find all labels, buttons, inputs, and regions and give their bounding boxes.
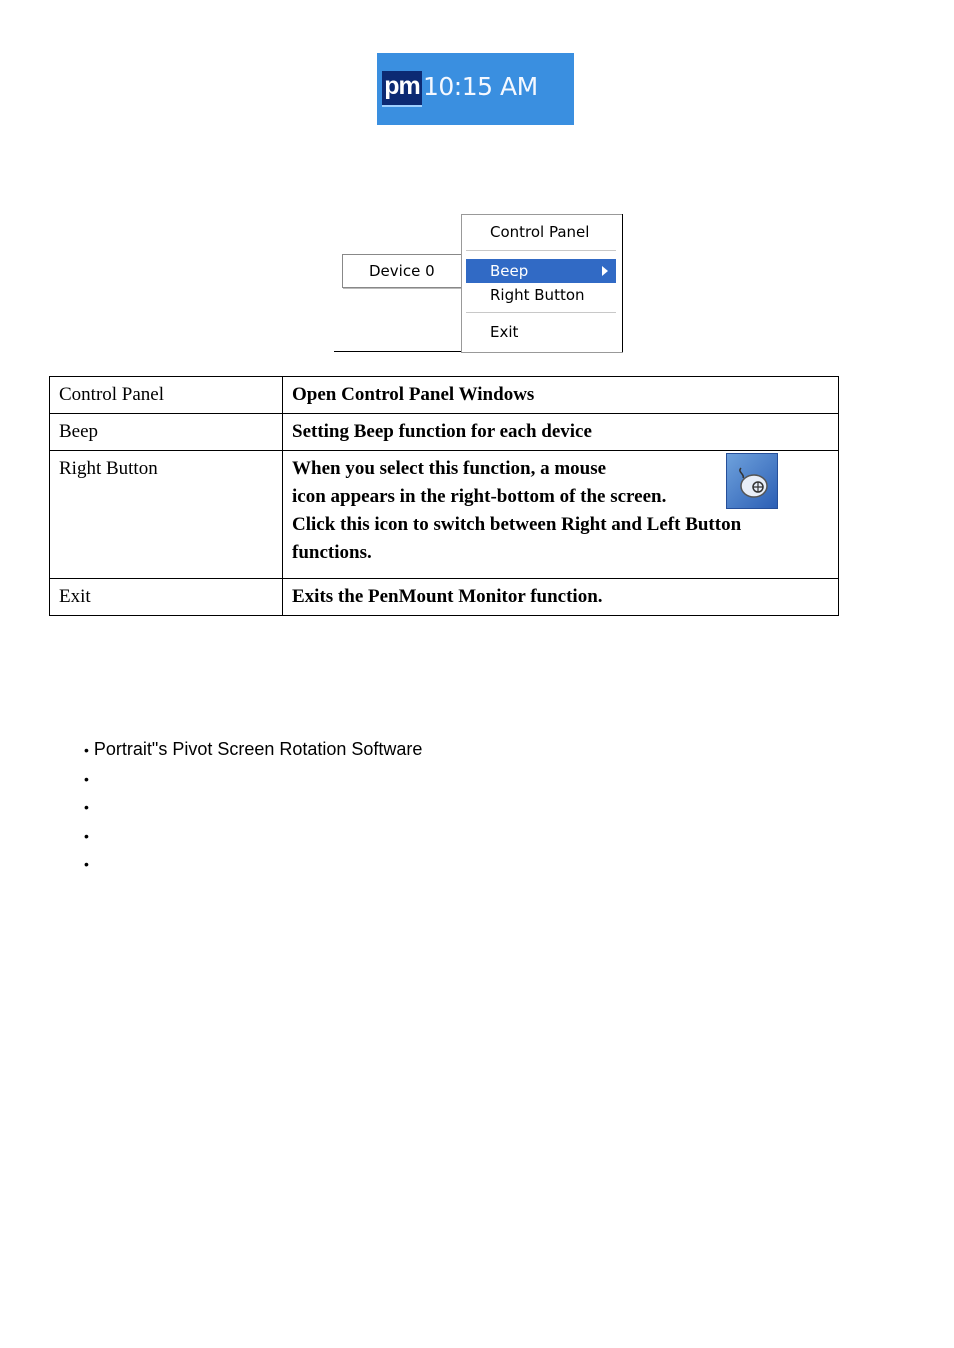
submenu-item-device-0[interactable]: Device 0 bbox=[369, 262, 435, 280]
description-line: functions. bbox=[292, 542, 372, 563]
mouse-tray-icon bbox=[726, 453, 778, 509]
menu-function-table bbox=[49, 376, 839, 616]
table-row bbox=[50, 451, 839, 579]
list-item bbox=[84, 767, 422, 796]
table-cell-description bbox=[283, 451, 839, 579]
tray-clock: 10:15 AM bbox=[423, 72, 538, 101]
menu-item-label: Beep bbox=[490, 262, 529, 280]
menu-item-control-panel[interactable] bbox=[462, 223, 622, 243]
submenu-arrow-icon bbox=[602, 266, 608, 276]
menu-separator bbox=[466, 312, 616, 313]
table-cell-item: Exit bbox=[50, 579, 283, 616]
table-cell-item: Beep bbox=[50, 414, 283, 451]
divider bbox=[622, 214, 623, 352]
description-line: When you select this function, a mouse bbox=[292, 458, 607, 479]
menu-item-right-button[interactable] bbox=[462, 286, 622, 306]
taskbar-tray bbox=[377, 53, 574, 125]
table-cell-item: Control Panel bbox=[50, 377, 283, 414]
menu-item-label: Right Button bbox=[490, 286, 585, 304]
table-row bbox=[50, 579, 839, 616]
table-row bbox=[50, 414, 839, 451]
list-item bbox=[84, 795, 422, 824]
penmount-context-menu-screenshot bbox=[334, 214, 623, 354]
list-item: • Portrait"s Pivot Screen Rotation Software bbox=[84, 738, 422, 767]
table-cell-item: Right Button bbox=[50, 451, 283, 579]
table-cell-description: Exits the PenMount Monitor function. bbox=[283, 579, 839, 616]
list-item bbox=[84, 824, 422, 853]
table-cell-description: Setting Beep function for each device bbox=[283, 414, 839, 451]
menu-item-exit[interactable] bbox=[462, 323, 622, 343]
divider bbox=[334, 351, 464, 352]
menu-item-label: Control Panel bbox=[490, 223, 590, 241]
description-line: Click this icon to switch between Right and Left Button bbox=[292, 514, 742, 535]
table-row bbox=[50, 377, 839, 414]
description-line: icon appears in the right-bottom of the screen. bbox=[292, 486, 667, 507]
software-bullet-list bbox=[84, 738, 422, 881]
menu-item-label: Exit bbox=[490, 323, 519, 341]
list-item bbox=[84, 852, 422, 881]
menu-item-beep[interactable] bbox=[466, 259, 616, 283]
device-submenu bbox=[342, 254, 466, 288]
context-menu bbox=[461, 214, 623, 353]
pm-logo-icon[interactable]: pm bbox=[382, 71, 422, 107]
menu-separator bbox=[466, 250, 616, 251]
table-cell-description: Open Control Panel Windows bbox=[283, 377, 839, 414]
